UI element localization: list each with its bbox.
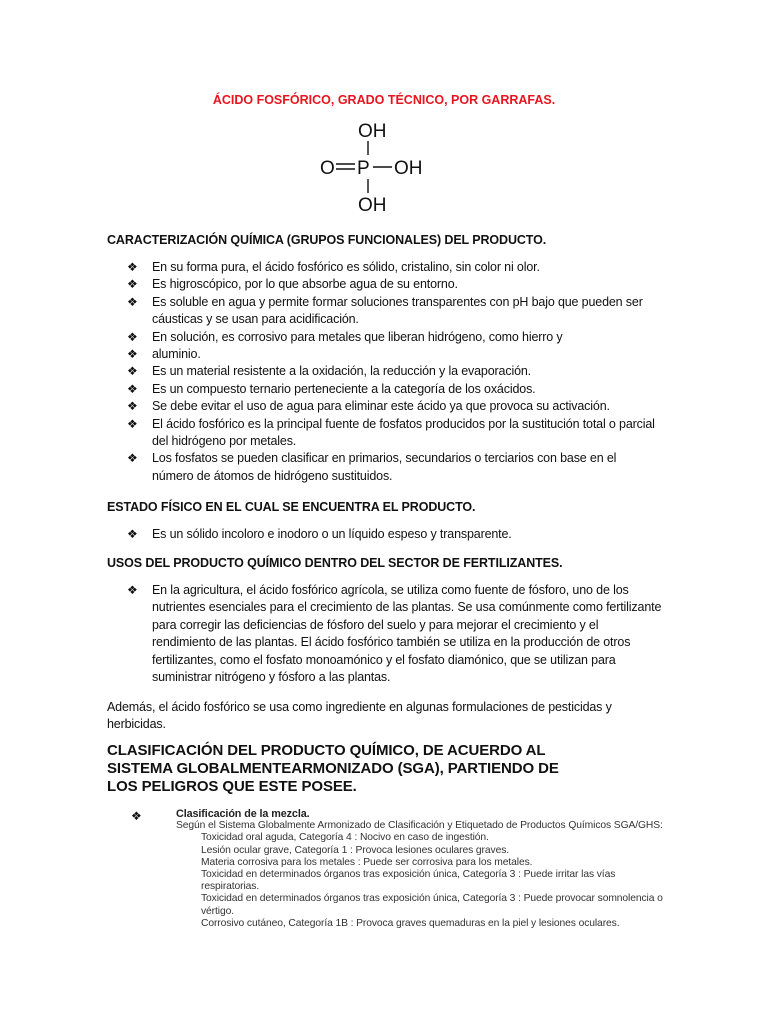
diamond-bullet-icon: ❖ bbox=[127, 416, 138, 431]
embed-item: Toxicidad oral aguda, Categoría 4 : Nocivo en caso de ingestión. bbox=[201, 832, 489, 844]
list-item: ❖ Los fosfatos se pueden clasificar en primarios, secundarios o terciarios con base en el número de átomos de hidrógeno sustituidos. bbox=[127, 451, 617, 483]
diamond-bullet-icon: ❖ bbox=[127, 451, 138, 466]
diamond-bullet-icon: ❖ bbox=[127, 399, 138, 414]
section-heading-estado-fisico: ESTADO FÍSICO EN EL CUAL SE ENCUENTRA EL PRODUCTO. bbox=[107, 500, 476, 514]
usos-paragraph: Además, el ácido fosfórico se usa como ingrediente en algunas formulaciones de pesticidas y herbicidas. bbox=[107, 700, 612, 731]
caracterizacion-list bbox=[127, 259, 657, 485]
embed-item: Toxicidad en determinados órganos tras exposición única, Categoría 3 : Puede provocar somnolencia o vértigo. bbox=[201, 893, 663, 917]
mol-left-o: O bbox=[320, 158, 335, 179]
list-item: ❖ Es un compuesto ternario perteneciente a la categoría de los oxácidos. bbox=[127, 381, 657, 398]
embed-item: Toxicidad en determinados órganos tras exposición única, Categoría 3 : Puede irritar las vías respiratorias. bbox=[201, 869, 616, 893]
mol-bottom-oh: OH bbox=[358, 195, 387, 216]
diamond-bullet-icon: ❖ bbox=[127, 583, 138, 597]
list-item: ❖ Es un material resistente a la oxidación, la reducción y la evaporación. bbox=[127, 363, 657, 380]
mol-top-oh: OH bbox=[358, 121, 387, 142]
embed-item: Lesión ocular grave, Categoría 1 : Provoca lesiones oculares graves. bbox=[201, 844, 509, 856]
list-item: ❖ En solución, es corrosivo para metales que liberan hidrógeno, como hierro y bbox=[127, 329, 657, 346]
embed-intro: Según el Sistema Globalmente Armonizado de Clasificación y Etiquetado de Productos Químicos SGA/GHS: bbox=[176, 820, 663, 832]
phosphoric-acid-structure bbox=[312, 115, 442, 220]
list-item: ❖ En la agricultura, el ácido fosfórico agrícola, se utiliza como fuente de fósforo, uno de los nutrientes esenciales para el crecimiento de las plantas. Se usa comúnmente como fertilizante para corregir las deficiencias de fósforo del suelo y para mejorar el crecimiento y el rendimiento de las plantas. El ácido fosfórico también se utiliza en la producción de otros fertilizantes, como el fosfato monoamónico y el fosfato diamónico, que se utilizan para suministrar nitrógeno y fósforo a las plantas. bbox=[127, 583, 662, 685]
mol-right-oh: OH bbox=[394, 158, 423, 179]
diamond-bullet-icon: ❖ bbox=[127, 381, 138, 396]
diamond-bullet-icon: ❖ bbox=[127, 329, 138, 344]
diamond-bullet-icon: ❖ bbox=[127, 347, 138, 362]
list-item: ❖ El ácido fosfórico es la principal fuente de fosfatos producidos por la sustitución total o parcial del hidrógeno por metales. bbox=[127, 416, 655, 449]
diamond-bullet-icon: ❖ bbox=[127, 527, 138, 541]
list-item: ❖ aluminio. bbox=[127, 346, 657, 363]
mol-center-p: P bbox=[357, 158, 370, 179]
diamond-bullet-icon: ❖ bbox=[127, 277, 138, 292]
diamond-bullet-icon: ❖ bbox=[127, 260, 138, 274]
embed-heading: Clasificación de la mezcla. bbox=[176, 808, 310, 820]
usos-list bbox=[127, 582, 662, 686]
diamond-bullet-icon: ❖ bbox=[127, 364, 138, 379]
list-item: ❖ Se debe evitar el uso de agua para eliminar este ácido ya que provoca su activación. bbox=[127, 398, 657, 415]
diamond-bullet-icon: ❖ bbox=[127, 294, 138, 309]
estado-fisico-list bbox=[127, 526, 657, 543]
document-title: ÁCIDO FOSFÓRICO, GRADO TÉCNICO, POR GARRAFAS. bbox=[212, 93, 556, 107]
section-heading-usos: USOS DEL PRODUCTO QUÍMICO DENTRO DEL SECTOR DE FERTILIZANTES. bbox=[107, 556, 563, 570]
list-item: ❖ Es soluble en agua y permite formar soluciones transparentes con pH bajo que pueden ser cáusticas y se usan para acidificación. bbox=[127, 294, 643, 327]
list-item: ❖ En su forma pura, el ácido fosfórico es sólido, cristalino, sin color ni olor. bbox=[127, 259, 657, 276]
list-item: ❖ Es higroscópico, por lo que absorbe agua de su entorno. bbox=[127, 276, 657, 293]
section-heading-clasificacion: CLASIFICACIÓN DEL PRODUCTO QUÍMICO, DE ACUERDO AL SISTEMA GLOBALMENTEARMONIZADO (SGA), PARTIENDO DE LOS PELIGROS QUE ESTE POSEE. bbox=[107, 742, 559, 795]
list-item: ❖ Es un sólido incoloro e inodoro o un líquido espeso y transparente. bbox=[127, 526, 657, 543]
diamond-bullet-icon: ❖ bbox=[131, 809, 142, 823]
sga-classification-image bbox=[131, 808, 671, 930]
embed-item: Corrosivo cutáneo, Categoría 1B : Provoca graves quemaduras en la piel y lesiones oculares. bbox=[201, 917, 620, 929]
embed-item: Materia corrosiva para los metales : Puede ser corrosiva para los metales. bbox=[201, 856, 533, 868]
section-heading-caracterizacion: CARACTERIZACIÓN QUÍMICA (GRUPOS FUNCIONALES) DEL PRODUCTO. bbox=[107, 233, 547, 247]
